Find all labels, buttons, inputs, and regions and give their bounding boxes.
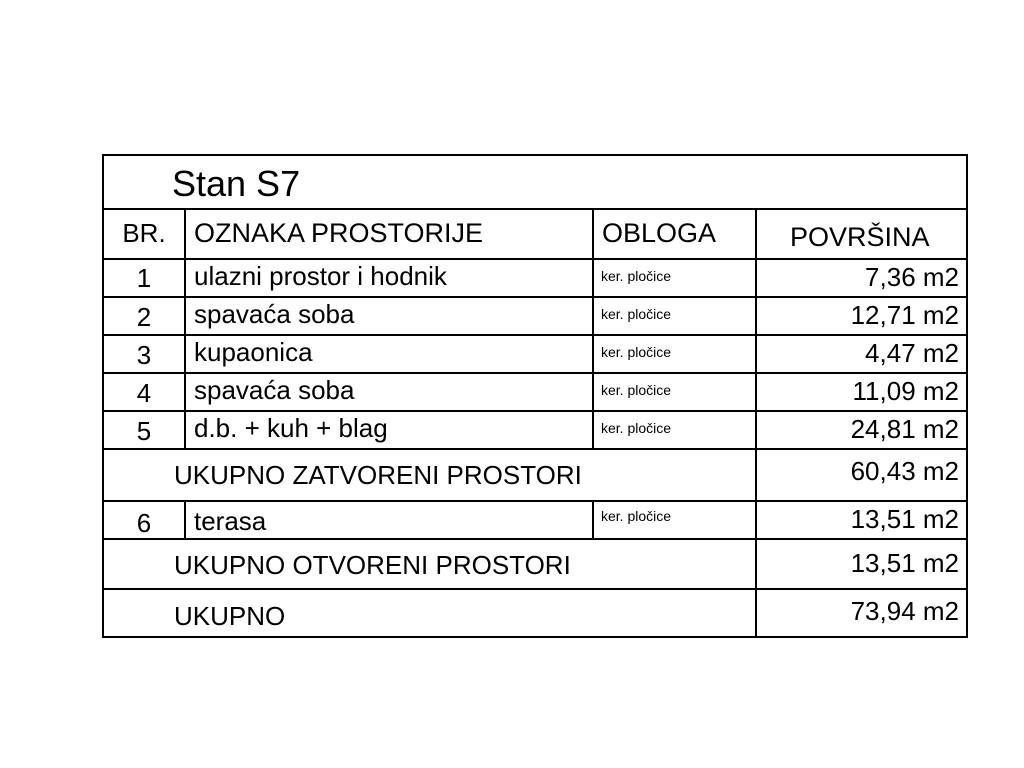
rule-row-3 bbox=[104, 372, 966, 374]
row-5-br: 5 bbox=[136, 416, 152, 446]
row-1-area: 7,36 m2 bbox=[865, 262, 959, 292]
row-1-finish: ker. pločice bbox=[601, 268, 672, 284]
grand-total-label: UKUPNO bbox=[174, 601, 286, 631]
open-total-label: UKUPNO OTVORENI PROSTORI bbox=[174, 550, 571, 580]
row-2-room: spavaća soba bbox=[194, 299, 355, 329]
row-5-finish: ker. pločice bbox=[601, 420, 672, 436]
row-2-area: 12,71 m2 bbox=[850, 300, 959, 330]
row-3-finish: ker. pločice bbox=[601, 344, 672, 360]
row-3-area: 4,47 m2 bbox=[865, 338, 959, 368]
row-6-area: 13,51 m2 bbox=[850, 504, 959, 534]
open-total-area: 13,51 m2 bbox=[850, 548, 959, 578]
row-2-br: 2 bbox=[136, 302, 152, 332]
rule-row-4 bbox=[104, 410, 966, 412]
row-4-finish: ker. pločice bbox=[601, 382, 672, 398]
col-rule-br bbox=[184, 208, 186, 448]
header-finish: OBLOGA bbox=[602, 218, 717, 248]
rule-title bbox=[104, 208, 966, 210]
row-3-br: 3 bbox=[136, 340, 152, 370]
closed-total-area: 60,43 m2 bbox=[850, 456, 959, 486]
row-5-room: d.b. + kuh + blag bbox=[194, 413, 388, 443]
room-area-table bbox=[102, 154, 968, 638]
row-6-br: 6 bbox=[136, 508, 152, 538]
header-br: BR. bbox=[122, 218, 166, 248]
grand-total-area: 73,94 m2 bbox=[850, 596, 959, 626]
col-rule-room-open bbox=[592, 500, 594, 538]
col-rule-room bbox=[592, 208, 594, 448]
row-3-room: kupaonica bbox=[194, 337, 313, 367]
row-4-area: 11,09 m2 bbox=[852, 376, 959, 406]
header-area: POVRŠINA bbox=[790, 222, 930, 252]
page-title: Stan S7 bbox=[172, 163, 301, 204]
rule-row-6 bbox=[104, 538, 966, 540]
rule-open-total bbox=[104, 588, 966, 590]
rule-row-2 bbox=[104, 334, 966, 336]
rule-header bbox=[104, 258, 966, 260]
row-6-room: terasa bbox=[194, 506, 267, 536]
header-room: OZNAKA PROSTORIJE bbox=[194, 218, 484, 248]
rule-row-5 bbox=[104, 448, 966, 450]
col-rule-br-open bbox=[184, 500, 186, 538]
row-1-room: ulazni prostor i hodnik bbox=[194, 261, 447, 291]
closed-total-label: UKUPNO ZATVORENI PROSTORI bbox=[174, 460, 582, 490]
row-2-finish: ker. pločice bbox=[601, 306, 672, 322]
row-4-room: spavaća soba bbox=[194, 375, 355, 405]
row-5-area: 24,81 m2 bbox=[850, 414, 959, 444]
row-4-br: 4 bbox=[136, 378, 152, 408]
row-6-finish: ker. pločice bbox=[601, 508, 672, 524]
rule-closed-total bbox=[104, 500, 966, 502]
rule-row-1 bbox=[104, 296, 966, 298]
row-1-br: 1 bbox=[136, 263, 152, 293]
